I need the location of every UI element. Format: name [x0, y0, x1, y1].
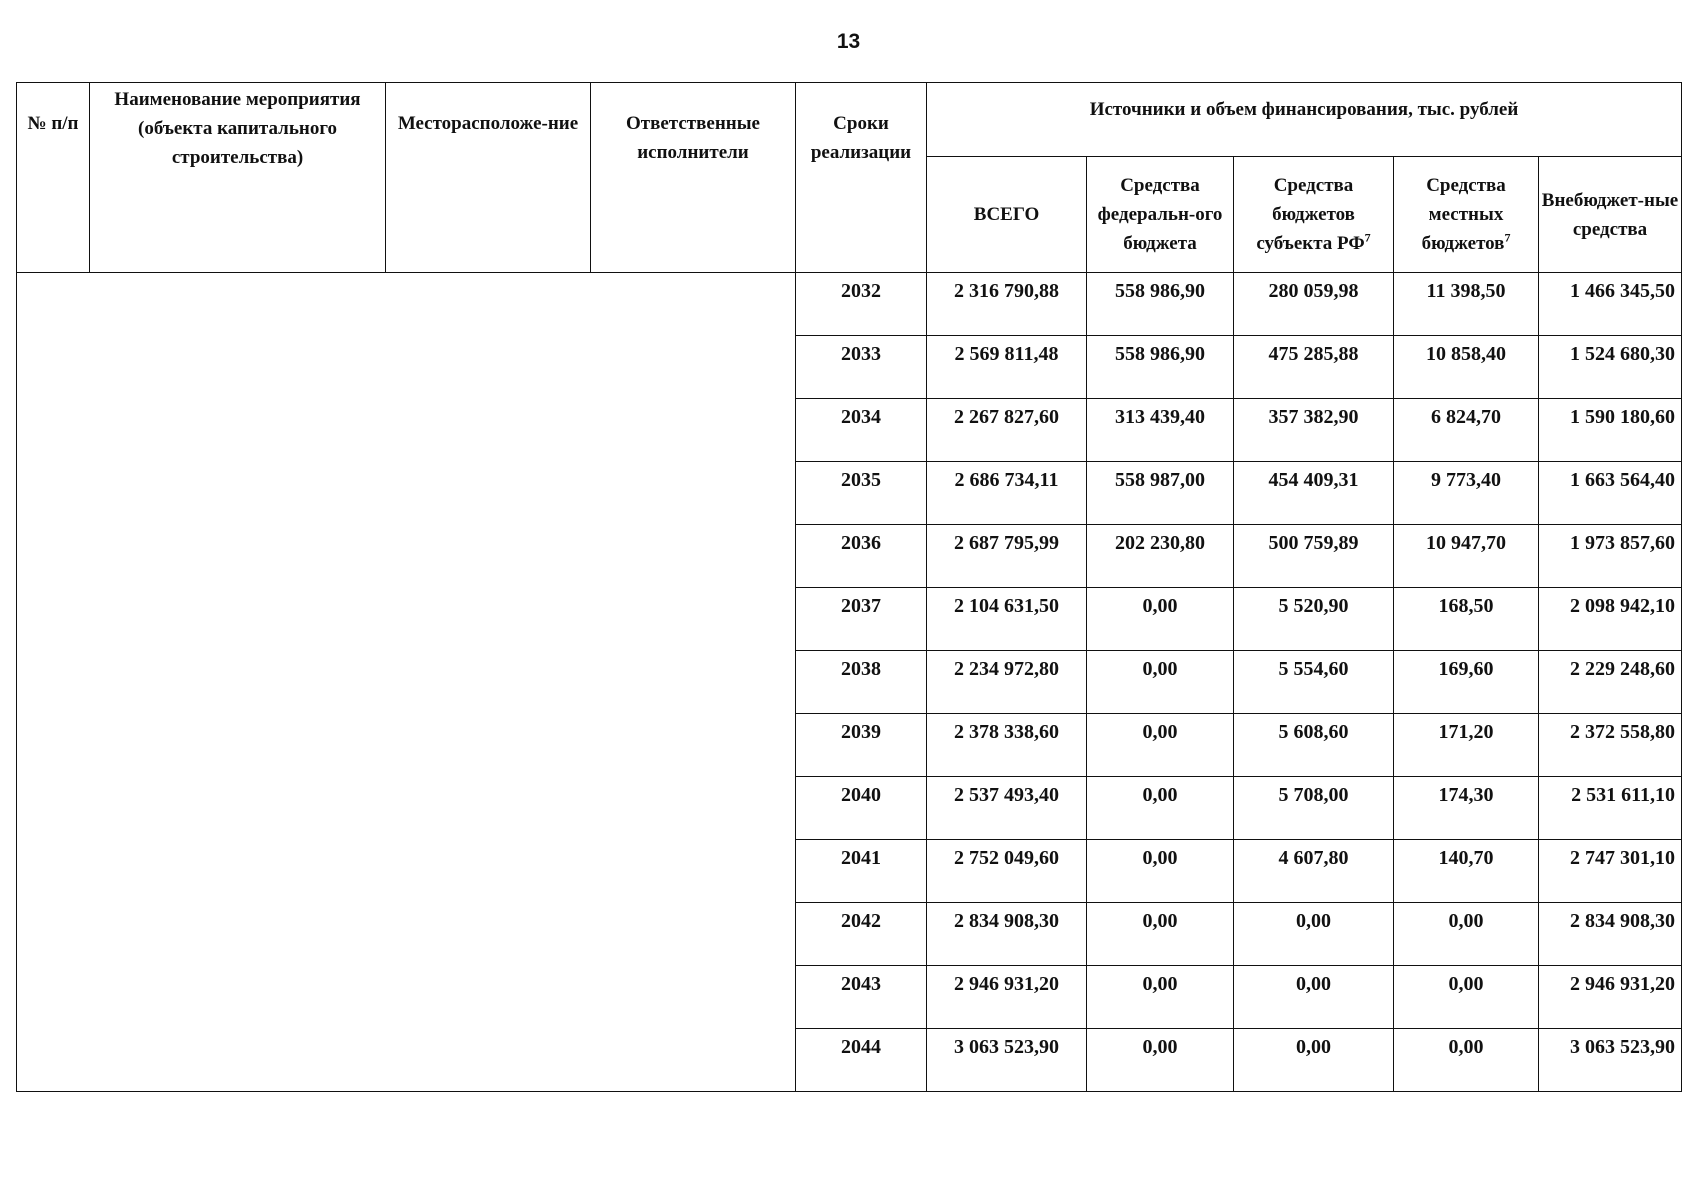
- cell-local: 174,30: [1394, 777, 1539, 840]
- cell-federal: 0,00: [1087, 714, 1234, 777]
- cell-total: 3 063 523,90: [927, 1029, 1087, 1092]
- cell-year: 2043: [796, 966, 927, 1029]
- header-regional-text: Средства бюджетов субъекта РФ: [1256, 175, 1365, 254]
- cell-federal: 313 439,40: [1087, 399, 1234, 462]
- header-federal: Средства федеральн-ого бюджета: [1087, 157, 1234, 273]
- cell-total: 2 234 972,80: [927, 651, 1087, 714]
- cell-local: 0,00: [1394, 903, 1539, 966]
- cell-extra: 3 063 523,90: [1539, 1029, 1682, 1092]
- cell-total: 2 686 734,11: [927, 462, 1087, 525]
- cell-year: 2038: [796, 651, 927, 714]
- header-executors: Ответственные исполнители: [591, 83, 796, 273]
- cell-extra: 1 590 180,60: [1539, 399, 1682, 462]
- cell-year: 2032: [796, 273, 927, 336]
- cell-local: 0,00: [1394, 966, 1539, 1029]
- cell-regional: 475 285,88: [1234, 336, 1394, 399]
- cell-year: 2040: [796, 777, 927, 840]
- header-num: № п/п: [17, 83, 90, 273]
- cell-federal: 0,00: [1087, 777, 1234, 840]
- header-local-text: Средства местных бюджетов: [1421, 175, 1506, 254]
- cell-local: 169,60: [1394, 651, 1539, 714]
- cell-year: 2035: [796, 462, 927, 525]
- cell-regional: 5 708,00: [1234, 777, 1394, 840]
- cell-local: 11 398,50: [1394, 273, 1539, 336]
- header-regional-footnote: 7: [1364, 230, 1371, 245]
- cell-year: 2036: [796, 525, 927, 588]
- cell-regional: 5 554,60: [1234, 651, 1394, 714]
- header-name: Наименование мероприятия (объекта капитального строительства): [90, 83, 386, 273]
- cell-year: 2044: [796, 1029, 927, 1092]
- cell-total: 2 687 795,99: [927, 525, 1087, 588]
- table-header: [17, 83, 1682, 273]
- cell-extra: 2 098 942,10: [1539, 588, 1682, 651]
- cell-federal: 0,00: [1087, 651, 1234, 714]
- cell-extra: 2 747 301,10: [1539, 840, 1682, 903]
- cell-extra: 2 229 248,60: [1539, 651, 1682, 714]
- cell-regional: 4 607,80: [1234, 840, 1394, 903]
- cell-regional: 5 520,90: [1234, 588, 1394, 651]
- cell-extra: 1 973 857,60: [1539, 525, 1682, 588]
- cell-regional: 280 059,98: [1234, 273, 1394, 336]
- cell-extra: 1 524 680,30: [1539, 336, 1682, 399]
- cell-extra: 1 466 345,50: [1539, 273, 1682, 336]
- header-regional: [1234, 157, 1394, 273]
- cell-local: 9 773,40: [1394, 462, 1539, 525]
- header-local-footnote: 7: [1504, 230, 1511, 245]
- cell-regional: 0,00: [1234, 966, 1394, 1029]
- cell-regional: 454 409,31: [1234, 462, 1394, 525]
- cell-federal: 0,00: [1087, 1029, 1234, 1092]
- cell-local: 168,50: [1394, 588, 1539, 651]
- cell-local: 10 858,40: [1394, 336, 1539, 399]
- page-number: 13: [836, 30, 861, 53]
- cell-federal: 0,00: [1087, 966, 1234, 1029]
- header-total: ВСЕГО: [927, 157, 1087, 273]
- cell-regional: 0,00: [1234, 903, 1394, 966]
- cell-total: 2 104 631,50: [927, 588, 1087, 651]
- cell-federal: 558 986,90: [1087, 273, 1234, 336]
- cell-year: 2042: [796, 903, 927, 966]
- cell-local: 0,00: [1394, 1029, 1539, 1092]
- cell-federal: 558 987,00: [1087, 462, 1234, 525]
- cell-federal: 0,00: [1087, 588, 1234, 651]
- cell-federal: 202 230,80: [1087, 525, 1234, 588]
- cell-total: 2 834 908,30: [927, 903, 1087, 966]
- cell-regional: 357 382,90: [1234, 399, 1394, 462]
- cell-federal: 558 986,90: [1087, 336, 1234, 399]
- cell-total: 2 316 790,88: [927, 273, 1087, 336]
- cell-regional: 0,00: [1234, 1029, 1394, 1092]
- cell-federal: 0,00: [1087, 903, 1234, 966]
- cell-total: 2 569 811,48: [927, 336, 1087, 399]
- financing-table: [16, 82, 1682, 1092]
- cell-year: 2037: [796, 588, 927, 651]
- header-sources: Источники и объем финансирования, тыс. рублей: [927, 83, 1682, 157]
- cell-total: 2 752 049,60: [927, 840, 1087, 903]
- cell-total: 2 537 493,40: [927, 777, 1087, 840]
- cell-year: 2034: [796, 399, 927, 462]
- cell-year: 2039: [796, 714, 927, 777]
- merged-empty-cell: [17, 273, 796, 1092]
- cell-extra: 2 946 931,20: [1539, 966, 1682, 1029]
- cell-extra: 1 663 564,40: [1539, 462, 1682, 525]
- header-period: Сроки реализации: [796, 83, 927, 273]
- table-body: [17, 273, 1682, 1092]
- cell-extra: 2 834 908,30: [1539, 903, 1682, 966]
- table-row: [17, 273, 1682, 336]
- cell-local: 171,20: [1394, 714, 1539, 777]
- cell-extra: 2 372 558,80: [1539, 714, 1682, 777]
- cell-total: 2 267 827,60: [927, 399, 1087, 462]
- cell-extra: 2 531 611,10: [1539, 777, 1682, 840]
- cell-local: 10 947,70: [1394, 525, 1539, 588]
- cell-total: 2 946 931,20: [927, 966, 1087, 1029]
- header-extra: Внебюджет-ные средства: [1539, 157, 1682, 273]
- cell-total: 2 378 338,60: [927, 714, 1087, 777]
- cell-regional: 5 608,60: [1234, 714, 1394, 777]
- header-local: [1394, 157, 1539, 273]
- cell-federal: 0,00: [1087, 840, 1234, 903]
- cell-regional: 500 759,89: [1234, 525, 1394, 588]
- header-location: Месторасположе-ние: [386, 83, 591, 273]
- cell-year: 2033: [796, 336, 927, 399]
- cell-year: 2041: [796, 840, 927, 903]
- cell-local: 6 824,70: [1394, 399, 1539, 462]
- cell-local: 140,70: [1394, 840, 1539, 903]
